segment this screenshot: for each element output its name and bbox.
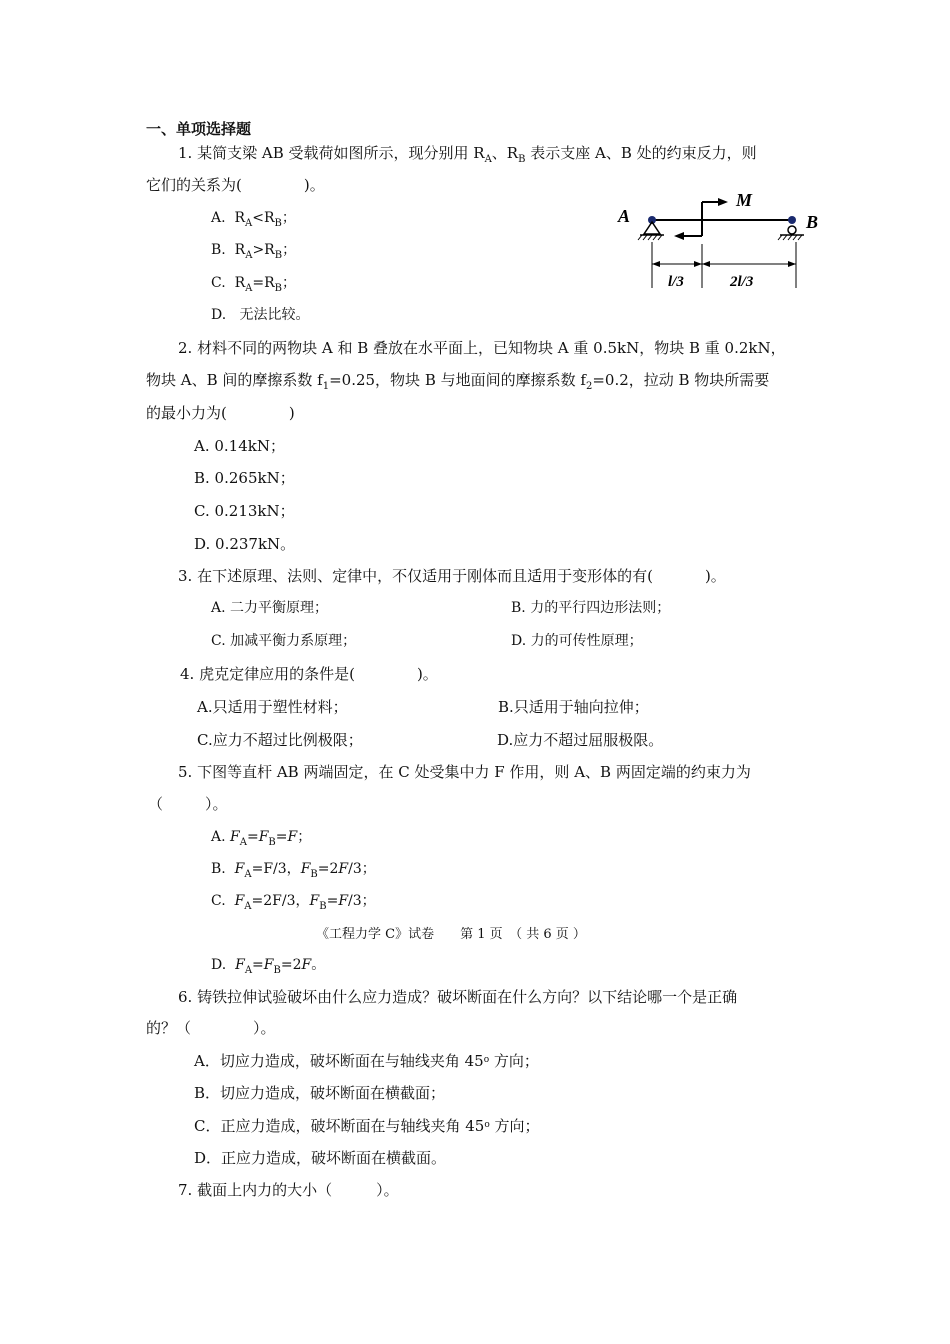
q7-stem (178, 1180, 399, 1200)
option-value: =F/3， (251, 861, 301, 877)
q4-option-b[interactable]: B.只适用于轴向拉伸； (498, 698, 649, 716)
option-f: F (235, 957, 245, 973)
degree-sup: o (484, 1120, 490, 1130)
q7-end: ）。 (376, 1181, 399, 1199)
option-eq: = (275, 829, 288, 845)
q4-end: )。 (416, 665, 438, 683)
q2-sub-1: 1 (322, 381, 330, 392)
option-sub: B (274, 218, 282, 229)
q1-number: 1. (178, 144, 193, 162)
option-sub: B (274, 283, 282, 294)
q2-stem-line1: 2. 材料不同的两物块 A 和 B 叠放在水平面上，已知物块 A 重 0.5kN，物块 B 重 0.2kN， (178, 339, 786, 357)
option-sub: B (319, 901, 327, 912)
q6-stem-line2 (146, 1018, 276, 1038)
q1-option-a[interactable] (211, 208, 296, 228)
arrow-left-icon (674, 232, 684, 240)
q4-text: 4. 虎克定律应用的条件是( (180, 665, 355, 683)
q5-option-c[interactable] (211, 891, 376, 911)
q2-option-b[interactable]: B. 0.265kN； (194, 469, 295, 487)
q6-option-d[interactable] (194, 1148, 446, 1168)
option-f: F (258, 829, 269, 845)
q3-end: )。 (704, 567, 726, 585)
q6-open: 的？（ (146, 1019, 192, 1037)
q5-stem-line2 (148, 794, 228, 814)
option-label: C. (211, 893, 226, 909)
option-f: F (338, 861, 349, 877)
label-a: A (618, 206, 631, 226)
option-sub: A (239, 837, 247, 848)
option-end: ； (297, 829, 312, 845)
option-value: =2 (280, 957, 302, 973)
option-text: 方向； (489, 1117, 540, 1135)
option-sub: B (310, 869, 318, 880)
option-sub: B (274, 250, 283, 261)
q2-stem-line2 (146, 370, 769, 390)
roller-b-icon (788, 226, 796, 234)
q3-text: 3. 在下述原理、法则、定律中，不仅适用于刚体而且适用于变形体的有( (178, 567, 653, 585)
option-operator: = (252, 275, 265, 291)
q5-stem-line1: 5. 下图等直杆 AB 两端固定，在 C 处受集中力 F 作用，则 A、B 两固定端的约束力为 (178, 763, 751, 781)
q2-end: ) (288, 404, 295, 422)
option-end: /3； (348, 893, 376, 909)
option-f: F (300, 861, 311, 877)
option-sub: A (244, 869, 252, 880)
q5-option-d[interactable] (211, 955, 325, 975)
option-f: F (309, 893, 320, 909)
option-f: F (301, 957, 312, 973)
q3-option-b[interactable]: B. 力的平行四边形法则； (511, 600, 671, 616)
section-title: 一、单项选择题 (146, 120, 252, 138)
option-text: B．切应力造成，破坏断面在横截面； (194, 1084, 446, 1102)
option-f: F (234, 861, 245, 877)
option-label: B. (211, 242, 226, 258)
dim-left-label: l/3 (668, 274, 684, 288)
q5-option-b[interactable] (211, 859, 376, 879)
q2-text-a: 物块 A、B 间的摩擦系数 f (146, 371, 323, 389)
q1-stem-line2 (146, 175, 325, 195)
q6-option-c[interactable] (194, 1116, 540, 1136)
q3-option-a[interactable]: A. 二力平衡原理； (211, 600, 329, 616)
q6-stem-line1: 6. 铸铁拉伸试验破坏由什么应力造成？破坏断面在什么方向？以下结论哪一个是正确 (178, 988, 738, 1006)
q1-option-c[interactable] (211, 273, 296, 293)
option-end: 。 (311, 957, 326, 973)
q2-sub-2: 2 (585, 381, 593, 392)
q3-option-d[interactable]: D. 力的可传性原理； (511, 633, 643, 649)
option-r2: R (264, 242, 275, 258)
option-text: D．正应力造成，破坏断面在横截面。 (194, 1149, 447, 1167)
arrow-right-icon (718, 198, 728, 206)
option-eq: = (246, 829, 259, 845)
q1-stem-text-c: 它们的关系为( (146, 176, 242, 194)
option-text: 方向； (489, 1052, 539, 1070)
option-text: C．正应力造成，破坏断面在与轴线夹角 45 (194, 1117, 485, 1135)
q2-text-d: 的最小力为( (146, 404, 227, 422)
option-sub: B (273, 965, 281, 976)
q4-option-d[interactable]: D.应力不超过屈服极限。 (497, 731, 664, 749)
option-end: ； (281, 210, 296, 226)
q1-option-d[interactable] (211, 305, 310, 325)
q5-open: （ (148, 795, 164, 813)
q6-end: ）。 (253, 1019, 276, 1037)
option-text: A．切应力造成，破坏断面在与轴线夹角 45 (194, 1052, 484, 1070)
q2-stem-line3 (146, 403, 295, 423)
pin-b-icon (788, 216, 796, 224)
option-r1: R (234, 275, 246, 291)
q1-stem-text-b: 表示支座 A、B 处的约束反力，则 (525, 144, 757, 162)
q6-option-b[interactable] (194, 1083, 445, 1103)
beam-figure (612, 188, 842, 288)
option-end: ； (282, 242, 297, 258)
option-end: ； (282, 275, 296, 291)
q2-option-d[interactable]: D. 0.237kN。 (194, 535, 296, 553)
option-f: F (287, 829, 298, 845)
q6-option-a[interactable] (194, 1051, 539, 1071)
q1-stem-text-a: 某简支梁 AB 受载荷如图所示，现分别用 R (197, 144, 485, 162)
option-f: F (338, 893, 349, 909)
option-f: F (234, 893, 245, 909)
q4-stem (180, 664, 438, 684)
option-end: /3； (348, 861, 376, 877)
q1-sep: 、R (491, 144, 519, 162)
label-b: B (806, 212, 819, 232)
option-sub: A (245, 283, 253, 294)
q2-text-c: =0.2，拉动 B 物块所需要 (592, 371, 770, 389)
option-value: = (326, 893, 339, 909)
label-m: M (736, 190, 753, 210)
q1-option-b[interactable] (211, 240, 296, 260)
page-footer: 《工程力学 C》试卷 第 1 页 （ 共 6 页 ） (316, 927, 586, 942)
option-eq: = (252, 957, 264, 973)
q5-end: ）。 (205, 795, 228, 813)
q2-option-a[interactable]: A. 0.14kN； (194, 437, 285, 455)
q3-option-c[interactable]: C. 加减平衡力系原理； (211, 633, 357, 649)
option-f: F (230, 829, 240, 845)
q2-text-b: =0.25，物块 B 与地面间的摩擦系数 f (329, 371, 586, 389)
option-label: D. (211, 307, 227, 323)
dim-right-label: 2l/3 (730, 274, 754, 288)
option-r2: R (263, 210, 275, 226)
q1-stem-line1 (178, 143, 757, 163)
degree-sup: o (483, 1055, 490, 1065)
option-r2: R (264, 275, 275, 291)
option-sub: A (244, 901, 252, 912)
option-f: F (263, 957, 274, 973)
option-sub: B (268, 837, 276, 848)
q4-option-a[interactable]: A.只适用于塑性材料； (197, 698, 348, 716)
q7-text: 7. 截面上内力的大小（ (178, 1181, 333, 1199)
option-r1: R (234, 242, 246, 258)
option-operator: > (252, 242, 265, 258)
option-r1: R (234, 210, 246, 226)
option-sub: A (245, 218, 253, 229)
option-label: A. (211, 829, 226, 845)
q1-sub-a: A (484, 154, 492, 165)
q1-sub-b: B (518, 154, 526, 165)
q2-option-c[interactable]: C. 0.213kN； (194, 502, 295, 520)
option-value: =2 (317, 861, 339, 877)
option-operator: < (252, 210, 264, 226)
option-sub: A (244, 965, 253, 976)
option-label: B. (211, 861, 226, 877)
q3-stem (178, 566, 726, 586)
q5-option-a[interactable] (211, 827, 311, 847)
option-label: A. (211, 210, 226, 226)
option-value: =2F/3， (251, 893, 310, 909)
option-text: 无法比较。 (239, 307, 310, 323)
option-label: D. (211, 957, 227, 973)
q1-stem-end: )。 (303, 176, 325, 194)
q4-option-c[interactable]: C.应力不超过比例极限； (197, 731, 363, 749)
option-label: C. (211, 275, 226, 291)
option-sub: A (245, 250, 253, 261)
